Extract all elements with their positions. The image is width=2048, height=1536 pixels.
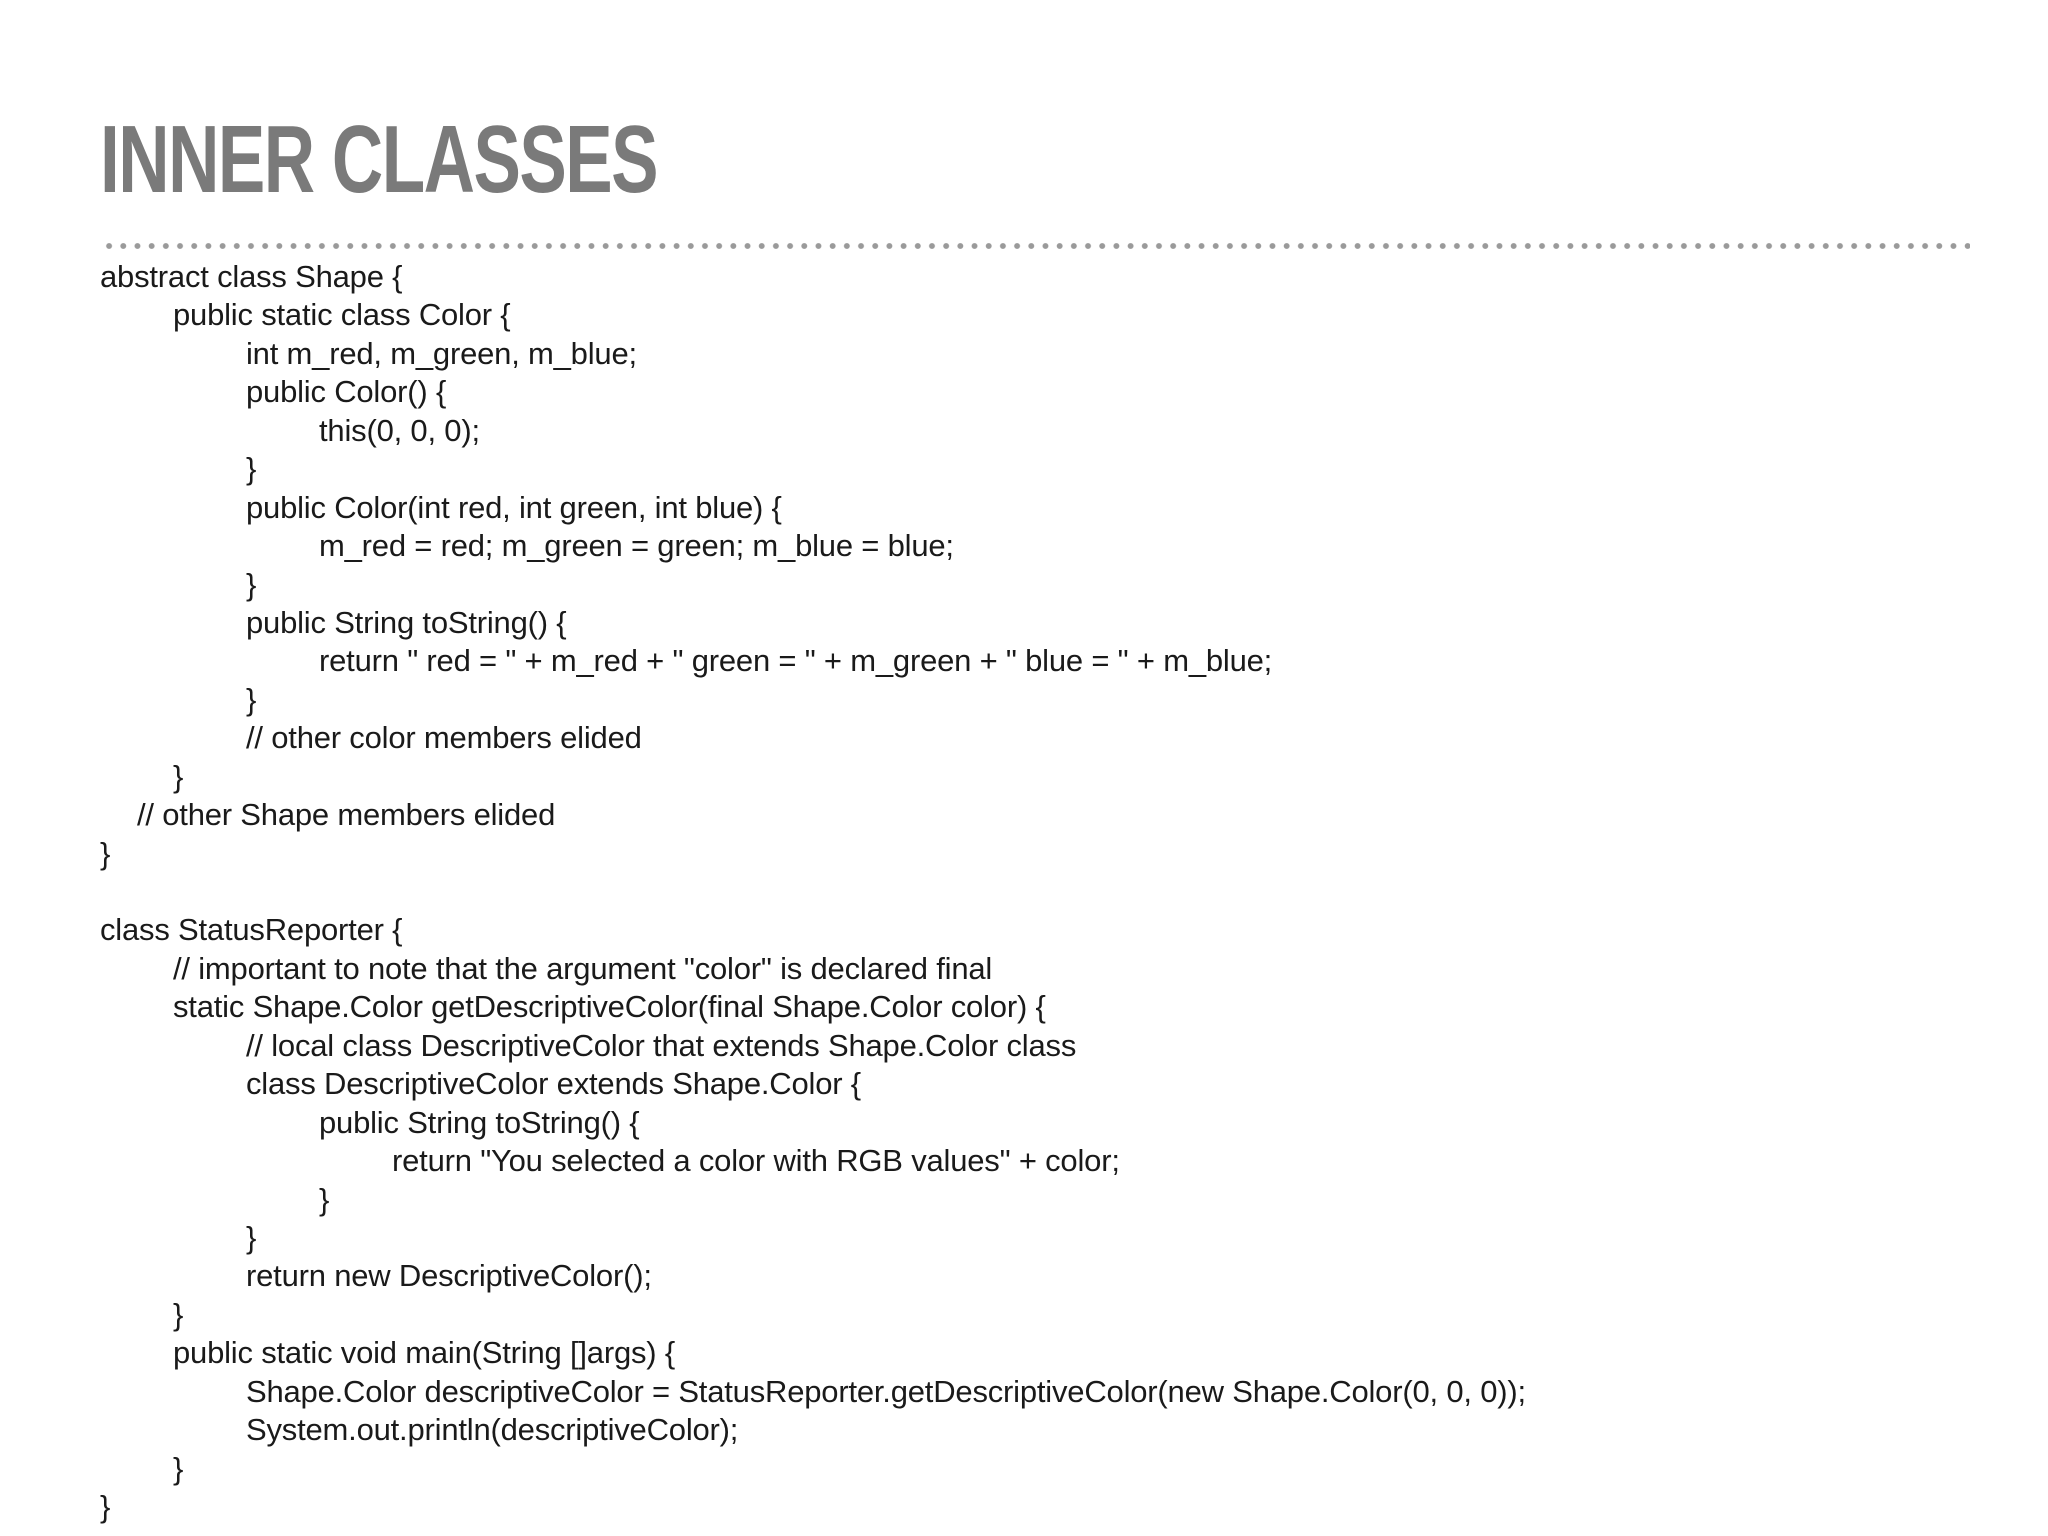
code-line: public Color() { bbox=[246, 374, 447, 410]
code-line: } bbox=[246, 681, 257, 717]
code-line: static Shape.Color getDescriptiveColor(final Shape.Color color) { bbox=[173, 989, 1046, 1025]
code-line: } bbox=[246, 566, 257, 602]
code-line: public static void main(String []args) { bbox=[173, 1335, 675, 1371]
code-line: // other Shape members elided bbox=[137, 797, 556, 833]
dotted-divider bbox=[102, 242, 1970, 250]
code-line: Shape.Color descriptiveColor = StatusReporter.getDescriptiveColor(new Shape.Color(0, 0, 0)); bbox=[246, 1373, 1526, 1409]
code-line: public static class Color { bbox=[173, 297, 511, 333]
slide-title: INNER CLASSES bbox=[100, 106, 658, 213]
code-line: // local class DescriptiveColor that extends Shape.Color class bbox=[246, 1027, 1077, 1063]
code-line: m_red = red; m_green = green; m_blue = blue; bbox=[319, 528, 954, 564]
code-line: public String toString() { bbox=[319, 1104, 640, 1140]
code-line: } bbox=[100, 1489, 111, 1524]
code-line bbox=[100, 873, 2000, 911]
code-line: } bbox=[173, 1450, 184, 1486]
code-line: abstract class Shape { bbox=[100, 259, 403, 294]
code-line: // other color members elided bbox=[246, 720, 642, 756]
code-line: } bbox=[173, 1296, 184, 1332]
code-line: return "You selected a color with RGB values" + color; bbox=[392, 1143, 1120, 1179]
code-line: return new DescriptiveColor(); bbox=[246, 1258, 652, 1294]
code-line: public Color(int red, int green, int blue) { bbox=[246, 489, 782, 525]
code-line: } bbox=[246, 1219, 257, 1255]
code-line: int m_red, m_green, m_blue; bbox=[246, 335, 637, 371]
code-line: class StatusReporter { bbox=[100, 912, 403, 948]
code-line: } bbox=[319, 1181, 330, 1217]
code-listing bbox=[100, 258, 2000, 1526]
code-line: } bbox=[173, 758, 184, 794]
code-line: return " red = " + m_red + " green = " + m_green + " blue = " + m_blue; bbox=[319, 643, 1273, 679]
code-line: this(0, 0, 0); bbox=[319, 412, 480, 448]
code-line: public String toString() { bbox=[246, 604, 567, 640]
code-line: class DescriptiveColor extends Shape.Color { bbox=[246, 1066, 861, 1102]
code-line: System.out.println(descriptiveColor); bbox=[246, 1412, 739, 1448]
code-line: } bbox=[246, 451, 257, 487]
code-line: // important to note that the argument "color" is declared final bbox=[173, 950, 993, 986]
code-line: } bbox=[100, 835, 111, 871]
